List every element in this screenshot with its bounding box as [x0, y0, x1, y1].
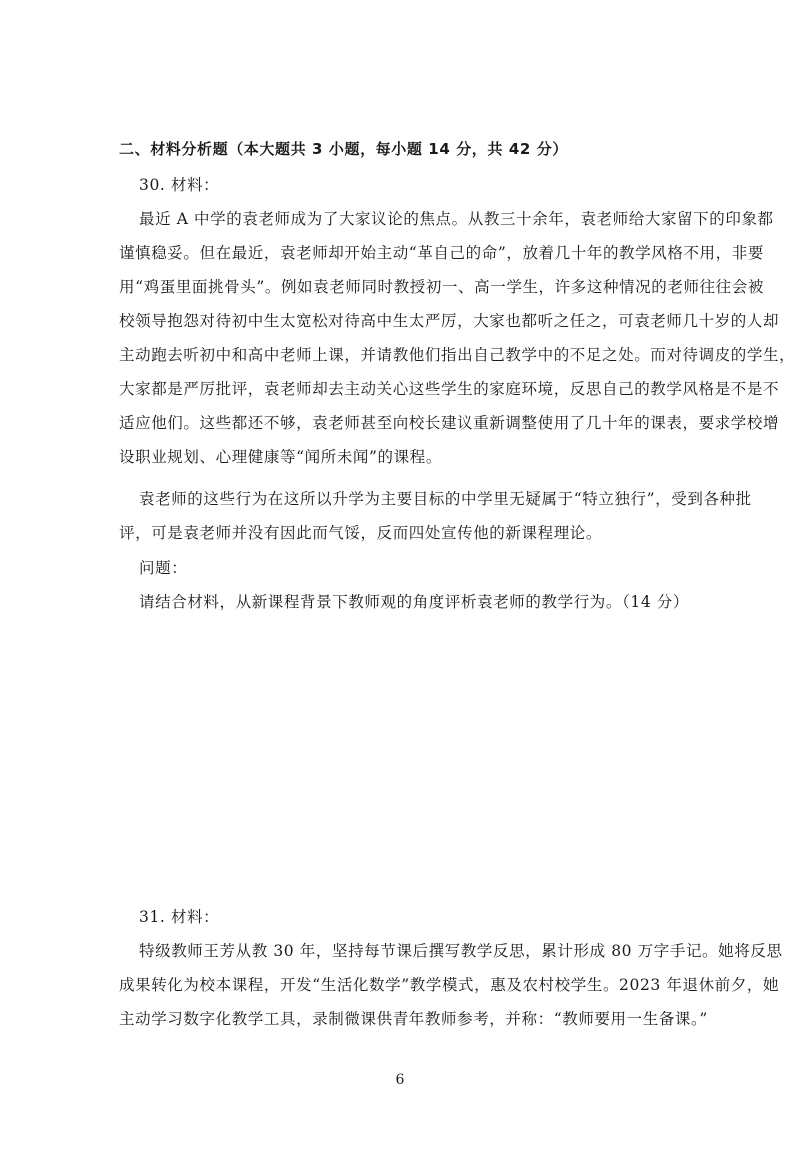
- q30-question: 请结合材料，从新课程背景下教师观的角度评析袁老师的教学行为。（14 分）: [139, 593, 690, 611]
- text-line: 校领导抱怨对待初中生太宽松对待高中生太严厉，大家也都听之任之，可袁老师几十岁的人却: [119, 312, 780, 330]
- text-line: 成果转化为校本课程，开发“生活化数学”教学模式，惠及农村校学生。2023 年退休前夕，她: [119, 976, 780, 994]
- q30-question-label: 问题：: [139, 559, 188, 577]
- text-line: 袁老师的这些行为在这所以升学为主要目标的中学里无疑属于“特立独行”，受到各种批: [139, 490, 752, 508]
- section-title: 二、材料分析题（本大题共 3 小题，每小题 14 分，共 42 分）: [119, 140, 568, 158]
- text-line: 主动跑去听初中和高中老师上课，并请教他们指出自己教学中的不足之处。而对待调皮的学生，: [119, 346, 796, 364]
- text-line: 设职业规划、心理健康等“闻所未闻”的课程。: [119, 448, 442, 466]
- text-line: 评，可是袁老师并没有因此而气馁，反而四处宣传他的新课程理论。: [119, 524, 603, 542]
- text-line: 大家都是严厉批评，袁老师却去主动关心这些学生的家庭环境，反思自己的教学风格是不是不: [119, 380, 780, 398]
- text-line: 适应他们。这些都还不够，袁老师甚至向校长建议重新调整使用了几十年的课表，要求学校增: [119, 414, 780, 432]
- text-line: 用“鸡蛋里面挑骨头”。例如袁老师同时教授初一、高一学生，许多这种情况的老师往往会被: [119, 278, 764, 296]
- text-line: 谨慎稳妥。但在最近，袁老师却开始主动“革自己的命”，放着几十年的教学风格不用，非要: [119, 244, 764, 262]
- q30-label: 30. 材料：: [139, 176, 220, 194]
- text-line: 最近 A 中学的袁老师成为了大家议论的焦点。从教三十余年，袁老师给大家留下的印象都: [139, 210, 774, 228]
- q31-label: 31. 材料：: [139, 908, 220, 926]
- text-line: 主动学习数字化教学工具，录制微课供青年教师参考，并称：“教师要用一生备课。”: [119, 1010, 708, 1028]
- text-line: 特级教师王芳从教 30 年，坚持每节课后撰写教学反思，累计形成 80 万字手记。她将反思: [139, 942, 783, 960]
- page-number: 6: [395, 1072, 405, 1088]
